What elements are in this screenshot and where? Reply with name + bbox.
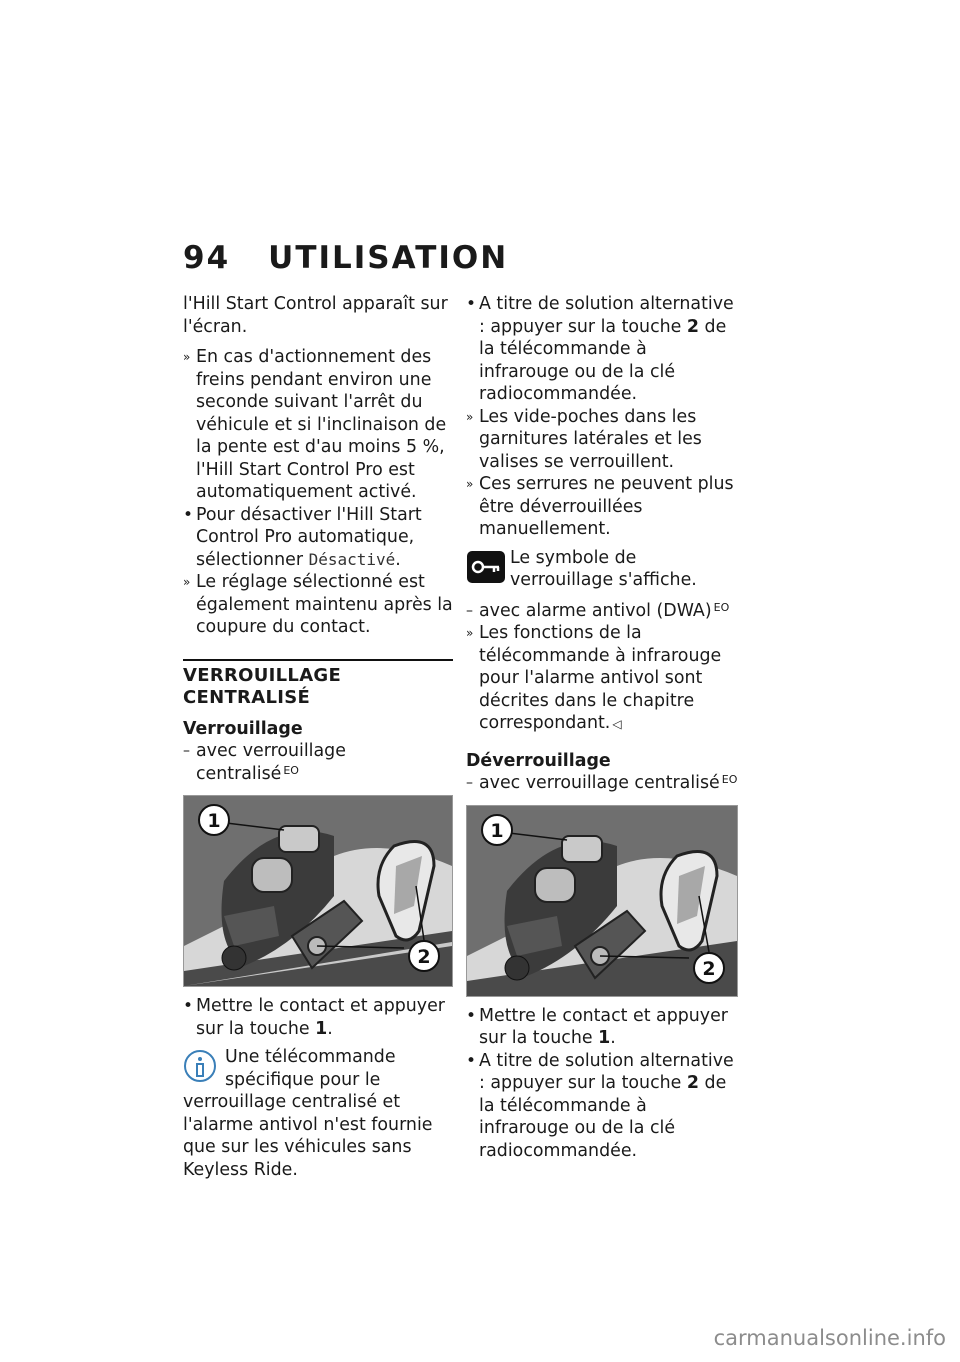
result-marker: » bbox=[466, 477, 474, 491]
bullet-marker: • bbox=[183, 504, 194, 525]
page-title: UTILISATION bbox=[268, 240, 509, 276]
item-text: Le réglage sélectionné est également maintenu après la coupure du contact. bbox=[196, 572, 453, 637]
condition-sup: EO bbox=[283, 763, 299, 777]
bullet-marker: • bbox=[183, 996, 194, 1016]
item-text: A titre de solution alternative : appuyer sur la touche bbox=[479, 294, 734, 337]
lock-key-icon bbox=[466, 549, 506, 585]
subheading: Déverrouillage bbox=[466, 750, 611, 771]
item-text-end: . bbox=[395, 549, 401, 570]
callout-2: 2 bbox=[417, 946, 431, 968]
condition-line bbox=[183, 740, 453, 785]
step-text: Mettre le contact et appuyer sur la touche bbox=[196, 996, 445, 1039]
condition-line bbox=[466, 772, 740, 795]
condition-sup: EO bbox=[713, 600, 730, 614]
page-number: 94 bbox=[183, 240, 231, 276]
watermark-link[interactable]: carmanualsonline.info bbox=[713, 1326, 946, 1350]
left-column bbox=[183, 293, 453, 1181]
menu-option-code: Désactivé bbox=[308, 549, 396, 569]
note-text: Le symbole de verrouillage s'affiche. bbox=[510, 547, 697, 590]
bullet-marker: • bbox=[466, 1005, 477, 1026]
step-item bbox=[466, 1005, 740, 1050]
condition-line bbox=[466, 600, 740, 623]
subheading: Verrouillage bbox=[183, 718, 303, 739]
dash-marker: – bbox=[466, 775, 473, 791]
handlebar-controls-figure bbox=[183, 795, 453, 987]
info-icon bbox=[183, 1049, 217, 1083]
list-item bbox=[183, 346, 453, 504]
condition-text: avec alarme antivol (DWA) bbox=[479, 600, 712, 621]
page-header bbox=[183, 240, 508, 276]
list-item bbox=[466, 293, 740, 406]
callout-1: 1 bbox=[490, 819, 504, 842]
intro-text: l'Hill Start Control apparaît sur l'écran. bbox=[183, 294, 448, 337]
item-text: Pour désactiver l'Hill Start Control Pro automatique, sélectionner bbox=[196, 504, 422, 570]
right-column bbox=[466, 293, 740, 1162]
step-text-end: de la télécommande à infrarouge ou de la clé radiocommandée. bbox=[479, 1073, 727, 1161]
item-text: Les fonctions de la télécommande à infrarouge pour l'alarme antivol sont décrites dans le chapitre correspondant. bbox=[479, 623, 722, 733]
step-text: A titre de solution alternative : appuyer sur la touche bbox=[479, 1050, 734, 1093]
symbol-note bbox=[466, 547, 740, 592]
item-text: En cas d'actionnement des freins pendant environ une seconde suivant l'arrêt du véhicule et si l'inclinaison de la pente est d'au moins 5 %, l'Hill Start Control Pro est automatiquement activé. bbox=[196, 347, 447, 502]
item-text-end: de la télécommande à infrarouge ou de la clé radiocommandée. bbox=[479, 316, 727, 404]
step-text: Mettre le contact et appuyer sur la touche bbox=[479, 1005, 728, 1048]
result-marker: » bbox=[466, 626, 474, 640]
note-text: Une télécommande spécifique pour le verrouillage centralisé et l'alarme antivol n'est fournie que sur les véhicules sans Keyless Ride. bbox=[183, 1047, 433, 1180]
list-item bbox=[466, 622, 740, 736]
result-marker: » bbox=[183, 575, 191, 589]
step-text-end: . bbox=[327, 1018, 333, 1039]
handlebar-controls-figure bbox=[466, 805, 738, 997]
key-number: 1 bbox=[315, 1018, 328, 1039]
key-number: 2 bbox=[686, 1073, 699, 1093]
step-text-end: . bbox=[610, 1028, 616, 1048]
callout-2: 2 bbox=[702, 957, 716, 980]
list-item bbox=[183, 504, 453, 572]
item-text: Les vide-poches dans les garnitures latérales et les valises se verrouillent. bbox=[479, 406, 702, 472]
result-marker: » bbox=[466, 409, 474, 424]
callout-1: 1 bbox=[207, 810, 221, 832]
result-marker: » bbox=[183, 350, 191, 364]
section-title: VERROUILLAGE CENTRALISÉ bbox=[183, 659, 453, 710]
item-text: Ces serrures ne peuvent plus être déverrouillées manuellement. bbox=[479, 474, 734, 539]
bullet-marker: • bbox=[466, 294, 477, 314]
condition-text: avec verrouillage centralisé bbox=[196, 741, 346, 784]
condition-text: avec verrouillage centralisé bbox=[479, 773, 720, 793]
bullet-marker: • bbox=[466, 1050, 477, 1071]
list-item bbox=[466, 406, 740, 474]
list-item bbox=[183, 571, 453, 639]
list-item bbox=[466, 473, 740, 541]
condition-sup: EO bbox=[721, 773, 738, 786]
end-marker: ◁ bbox=[612, 717, 622, 731]
key-number: 1 bbox=[598, 1028, 611, 1048]
info-note bbox=[183, 1046, 453, 1181]
dash-marker: – bbox=[466, 602, 473, 619]
step-item bbox=[466, 1050, 740, 1163]
dash-marker: – bbox=[183, 743, 190, 759]
key-number: 2 bbox=[686, 316, 699, 337]
step-item bbox=[183, 995, 453, 1040]
